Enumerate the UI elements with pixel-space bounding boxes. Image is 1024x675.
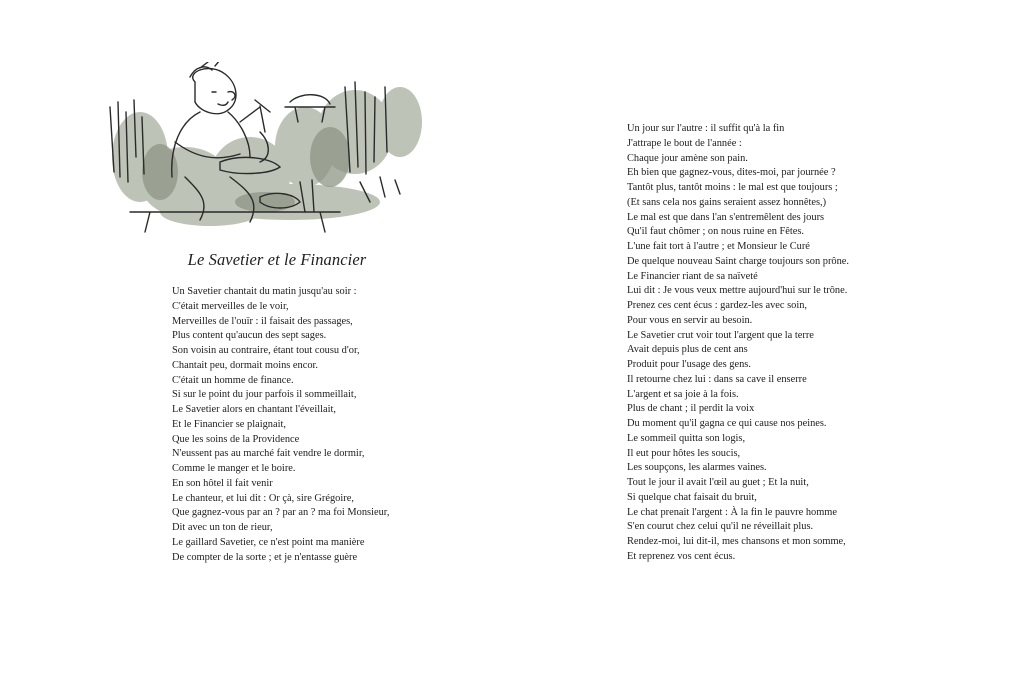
poem-line: Le mal est que dans l'an s'entremêlent des jours [627,211,825,223]
poem-line: Plus de chant ; il perdit la voix [627,403,755,415]
poem-line: Le Financier riant de sa naïveté [627,270,758,282]
poem-line: Chaque jour amène son pain. [627,152,748,164]
poem-line: Son voisin au contraire, étant tout cousu d'or, [172,345,360,356]
poem-line: Comme le manger et le boire. [172,463,296,474]
poem-line: En son hôtel il fait venir [172,477,273,489]
poem-line: De compter de la sorte ; et je n'entasse guère [172,551,358,563]
poem-line: Que les soins de la Providence [172,433,300,445]
poem-line: Et reprenez vos cent écus. [627,550,736,562]
poem-line: Le chat prenait l'argent : À la fin le pauvre homme [627,506,837,518]
poem-line: De quelque nouveau Saint charge toujours son prône. [627,255,849,267]
poem-line: Rendez-moi, lui dit-il, mes chansons et mon somme, [627,536,846,547]
poem-line: Le Savetier crut voir tout l'argent que la terre [627,329,814,341]
poem-line: L'argent et sa joie à la fois. [627,388,739,400]
poem-line: Chantait peu, dormait moins encor. [172,359,319,371]
poem-line: N'eussent pas au marché fait vendre le dormir, [172,448,365,460]
poem-line: Si sur le point du jour parfois il sommeillait, [172,389,357,401]
poem-title: Le Savetier et le Financier [187,250,367,269]
poem-line: Il retourne chez lui : dans sa cave il enserre [627,373,807,385]
poem-line: L'une fait tort à l'autre ; et Monsieur le Curé [627,241,810,252]
poem-line: Du moment qu'il gagna ce qui cause nos peines. [627,418,827,429]
poem-left-column [172,285,389,565]
poem-line: Si quelque chat faisait du bruit, [627,491,757,503]
poem-line: Il eut pour hôtes les soucis, [627,447,741,459]
poem-right-column [627,122,849,565]
poem-line: Lui dit : Je vous veux mettre aujourd'hui sur le trône. [627,285,848,297]
poem-line: Qu'il faut chômer ; on nous ruine en Fêtes. [627,226,805,238]
cobbler-illustration [100,62,425,240]
poem-line: Le sommeil quitta son logis, [627,432,746,444]
poem-line: Avait depuis plus de cent ans [627,344,748,356]
poem-line: C'était merveilles de le voir, [172,300,289,312]
poem-line: Tantôt plus, tantôt moins : le mal est que toujours ; [627,182,838,193]
poem-line: Tout le jour il avait l'œil au guet ; Et la nuit, [627,477,809,488]
poem-line: Prenez ces cent écus : gardez-les avec soin, [627,300,808,311]
poem-line: S'en courut chez celui qu'il ne réveillait plus. [627,521,814,533]
poem-line: Produit pour l'usage des gens. [627,359,751,370]
poem-line: Le gaillard Savetier, ce n'est point ma manière [172,536,365,548]
poem-line: Le chanteur, et lui dit : Or çà, sire Grégoire, [172,492,354,504]
poem-line: Et le Financier se plaignait, [172,418,286,430]
poem-line: (Et sans cela nos gains seraient assez honnêtes,) [627,196,827,208]
poem-line: Dit avec un ton de rieur, [172,522,273,533]
poem-line: Merveilles de l'ouïr : il faisait des passages, [172,315,353,327]
poem-line: Pour vous en servir au besoin. [627,314,753,326]
poem-line: Un jour sur l'autre : il suffit qu'à la fin [627,123,785,134]
poem-line: Plus content qu'aucun des sept sages. [172,330,327,342]
poem-line: Les soupçons, les alarmes vaines. [627,462,767,474]
poem-line: J'attrape le bout de l'année : [627,137,742,149]
poem-line: Que gagnez-vous par an ? par an ? ma foi Monsieur, [172,507,390,519]
poem-line: Le Savetier alors en chantant l'éveillait, [172,404,337,415]
poem-line: Un Savetier chantait du matin jusqu'au soir : [172,286,357,297]
poem-line: C'était un homme de finance. [172,374,294,386]
poem-line: Eh bien que gagnez-vous, dites-moi, par journée ? [627,167,836,179]
